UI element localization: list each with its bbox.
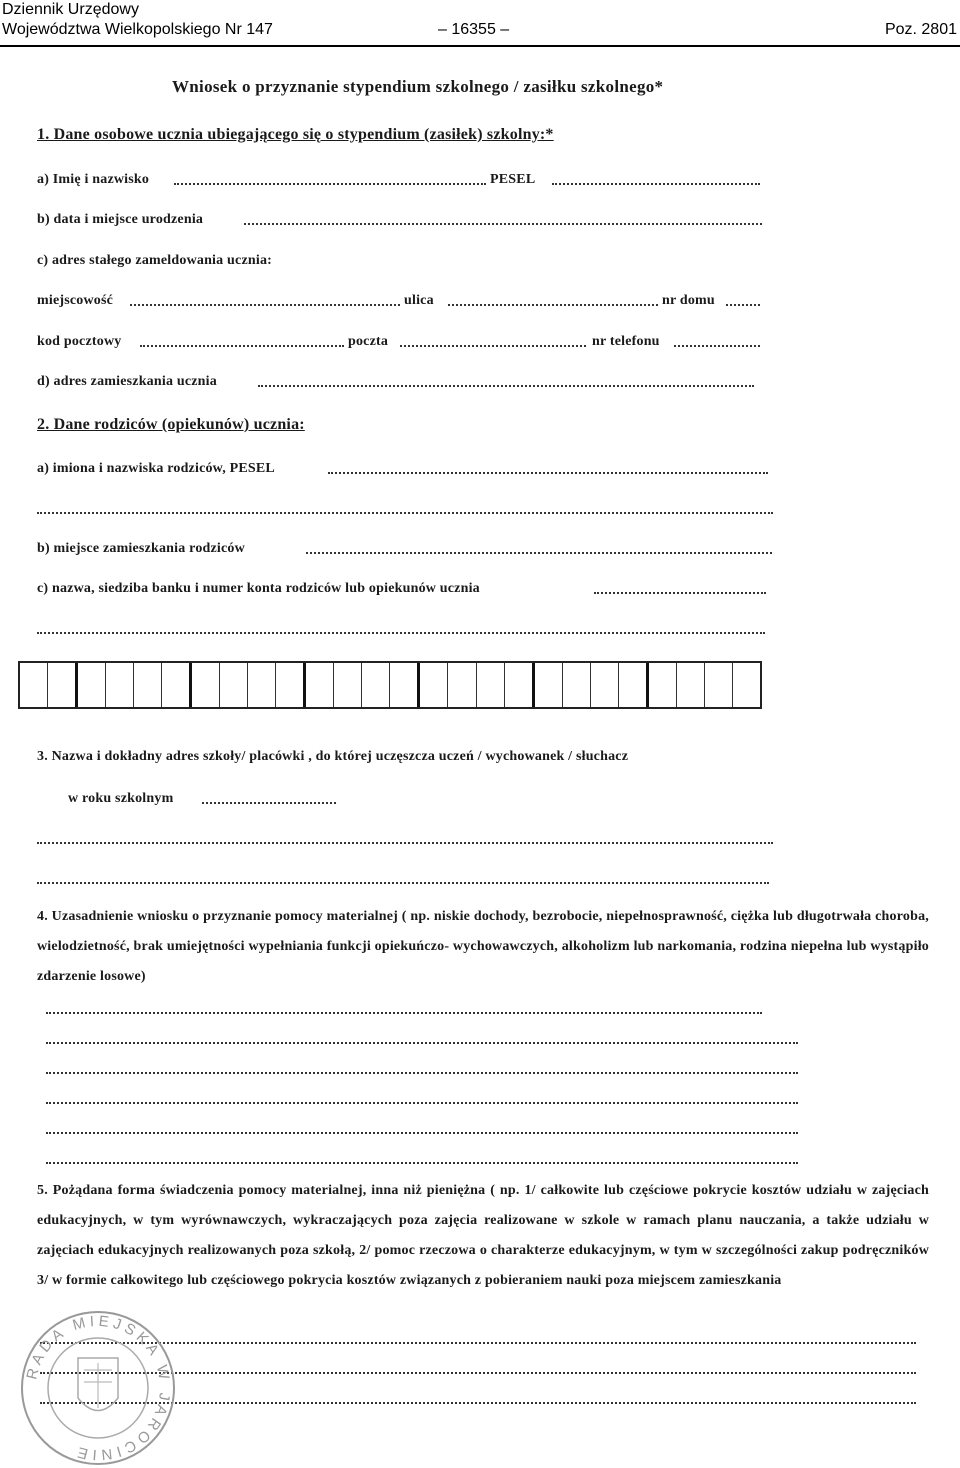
field-birth-line[interactable]: [244, 223, 762, 225]
field-birth-label: b) data i miejsce urodzenia: [37, 212, 204, 227]
account-digit-box[interactable]: [649, 663, 677, 707]
school-line-2[interactable]: [37, 882, 769, 884]
section4-text: 4. Uzasadnienie wniosku o przyznanie pomocy materialnej ( np. niskie dochody, bezrobocie, niepełnosprawność, ciężka lub długotrwała choroba, wielodzietność, brak umiejętności wypełniania funkcji opiekuńczo- wychowawczych, alkoholizm lub narkomania, rodzina niepełna lub wystąpiło zdarzenie losowe): [37, 909, 929, 984]
section2-heading: 2. Dane rodziców (opiekunów) ucznia:: [37, 416, 305, 433]
account-digit-box[interactable]: [276, 663, 306, 707]
journal-header: [0, 0, 960, 48]
account-digit-box[interactable]: [192, 663, 220, 707]
justification-line-2[interactable]: [46, 1042, 798, 1044]
section1-heading: 1. Dane osobowe ucznia ubiegającego się o stypendium (zasiłek) szkolny:*: [37, 126, 554, 143]
field-bank-line[interactable]: [594, 592, 766, 594]
account-digit-box[interactable]: [248, 663, 276, 707]
field-parents-label: a) imiona i nazwiska rodziców, PESEL: [37, 461, 275, 476]
stamp-text: RADA MIEJSKA W JAROCINIE: [23, 1312, 174, 1464]
field-street-line[interactable]: [448, 304, 658, 306]
field-postal-line[interactable]: [140, 345, 344, 347]
field-city-line[interactable]: [130, 304, 400, 306]
account-digit-box[interactable]: [362, 663, 390, 707]
field-parents-residence-line[interactable]: [306, 552, 772, 554]
field-city-label: miejscowość: [37, 293, 114, 308]
form-title: Wniosek o przyznanie stypendium szkolnego / zasiłku szkolnego*: [172, 77, 664, 96]
section3-heading: 3. Nazwa i dokładny adres szkoły/ placówki , do której uczęszcza uczeń / wychowanek / słuchacz: [37, 749, 629, 764]
field-street-label: ulica: [404, 293, 434, 308]
field-parents-residence-label: b) miejsce zamieszkania rodziców: [37, 541, 245, 556]
account-digit-box[interactable]: [477, 663, 505, 707]
account-digit-box[interactable]: [535, 663, 563, 707]
field-pesel-line[interactable]: [552, 183, 760, 185]
field-name-label: a) Imię i nazwisko: [37, 172, 150, 187]
justification-line-4[interactable]: [46, 1102, 798, 1104]
journal-subtitle: Województwa Wielkopolskiego Nr 147: [2, 21, 273, 38]
account-digit-box[interactable]: [505, 663, 535, 707]
header-rule: [0, 45, 960, 47]
account-digit-box[interactable]: [78, 663, 106, 707]
journal-title: Dziennik Urzędowy: [2, 1, 139, 18]
account-digit-box[interactable]: [48, 663, 78, 707]
account-digit-box[interactable]: [20, 663, 48, 707]
account-digit-box[interactable]: [733, 663, 760, 707]
account-digit-box[interactable]: [134, 663, 162, 707]
page-number: – 16355 –: [438, 21, 510, 38]
field-houseno-line[interactable]: [726, 304, 760, 306]
field-postal-label: kod pocztowy: [37, 334, 122, 349]
section5-text: 5. Pożądana forma świadczenia pomocy materialnej, inna niż pieniężna ( np. 1/ całkowite lub częściowe pokrycie kosztów udziału w zajęciach edukacyjnych, w tym wyrównawczych, wykraczających poza zajęcia realizowane w szkole w ramach planu nauczania, a także udziału w zajęciach edukacyjnych realizowanych poza szkołą, 2/ pomoc rzeczowa o charakterze edukacyjnym, w tym w szczególności zakup podręczników 3/ w formie całkowitego lub częściowego pokrycia kosztów związanych z pobieraniem nauki poza miejscem zamieszkania: [37, 1183, 929, 1288]
account-number-boxes[interactable]: [18, 661, 762, 709]
field-bank-line-2[interactable]: [37, 632, 765, 634]
field-postoffice-line[interactable]: [400, 345, 586, 347]
justification-line-3[interactable]: [46, 1072, 798, 1074]
school-line-1[interactable]: [37, 842, 773, 844]
account-digit-box[interactable]: [563, 663, 591, 707]
field-residence-line[interactable]: [258, 385, 754, 387]
account-digit-box[interactable]: [334, 663, 362, 707]
account-digit-box[interactable]: [619, 663, 649, 707]
account-digit-box[interactable]: [162, 663, 192, 707]
account-digit-box[interactable]: [306, 663, 334, 707]
field-residence-label: d) adres zamieszkania ucznia: [37, 374, 217, 389]
account-digit-box[interactable]: [420, 663, 448, 707]
field-houseno-label: nr domu: [662, 293, 715, 308]
justification-line-5[interactable]: [46, 1132, 798, 1134]
field-schoolyear-label: w roku szkolnym: [68, 791, 174, 806]
account-digit-box[interactable]: [220, 663, 248, 707]
field-parents-line-2[interactable]: [37, 512, 773, 514]
field-phone-label: nr telefonu: [592, 334, 660, 349]
field-phone-line[interactable]: [674, 345, 760, 347]
field-schoolyear-line[interactable]: [202, 802, 336, 804]
account-digit-box[interactable]: [390, 663, 420, 707]
account-digit-box[interactable]: [705, 663, 733, 707]
field-postoffice-label: poczta: [348, 334, 389, 349]
justification-line-6[interactable]: [46, 1162, 798, 1164]
position-number: Poz. 2801: [884, 21, 957, 38]
council-stamp-seal: [18, 1308, 178, 1468]
field-pesel-label: PESEL: [490, 172, 536, 187]
field-address-label: c) adres stałego zameldowania ucznia:: [37, 253, 273, 268]
account-digit-box[interactable]: [677, 663, 705, 707]
account-digit-box[interactable]: [448, 663, 476, 707]
field-name-line[interactable]: [174, 183, 486, 185]
account-digit-box[interactable]: [591, 663, 619, 707]
field-bank-label: c) nazwa, siedziba banku i numer konta rodziców lub opiekunów ucznia: [37, 581, 480, 596]
account-digit-box[interactable]: [106, 663, 134, 707]
field-parents-line[interactable]: [328, 472, 768, 474]
justification-line-1[interactable]: [46, 1012, 762, 1014]
